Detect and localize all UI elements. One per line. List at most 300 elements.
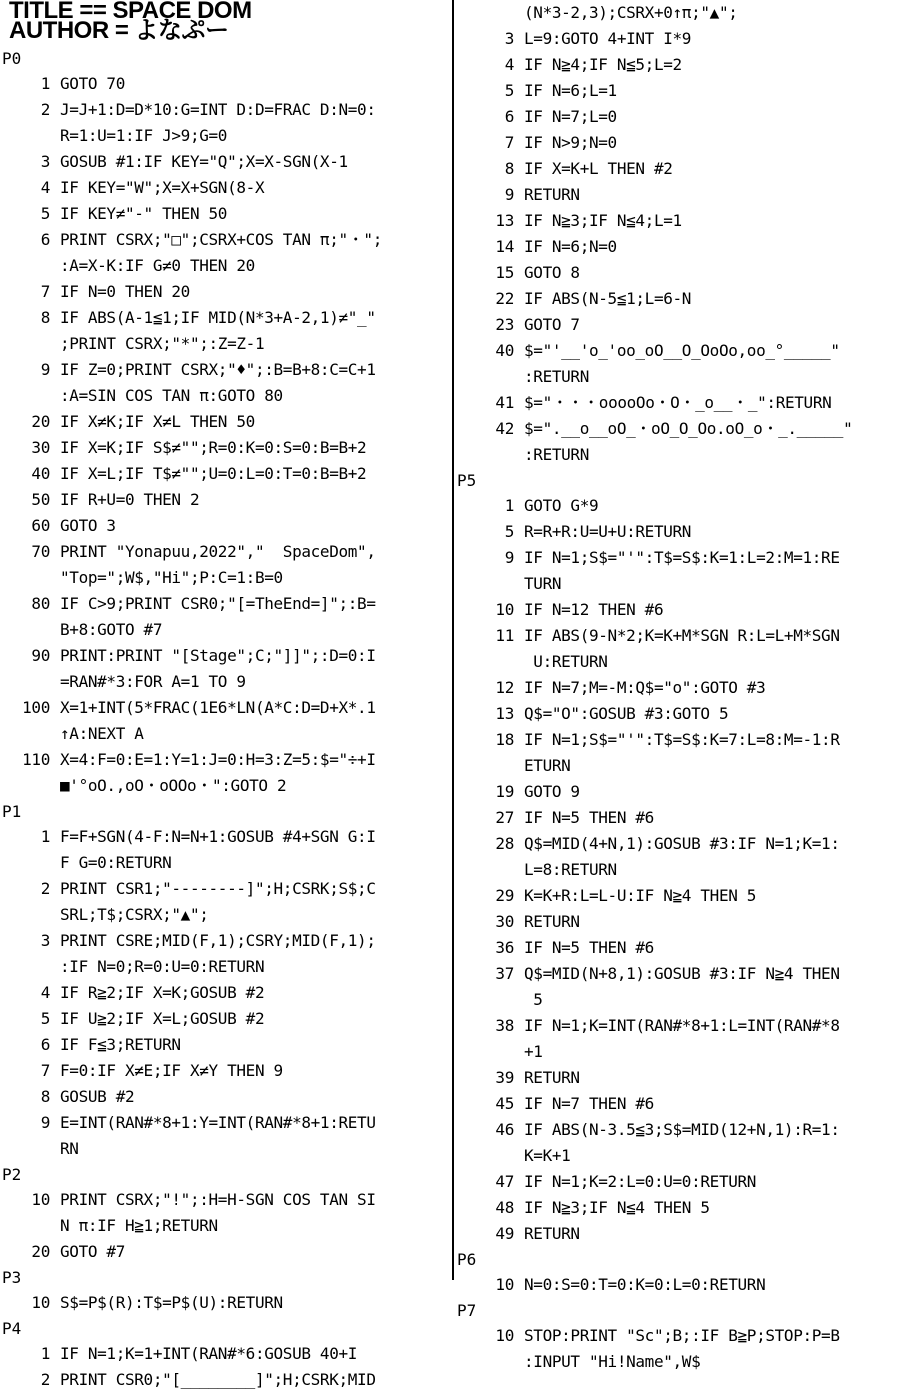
line-number: 80	[31, 594, 50, 613]
code-statement	[455, 234, 909, 260]
line-number: 1	[40, 74, 50, 93]
program-area-label: P4	[2, 1319, 22, 1338]
code-line	[504, 78, 909, 104]
code-line	[40, 71, 452, 97]
code-text: PRINT CSRE;MID(F,1);CSRY;MID(F,1);	[60, 931, 376, 950]
code-line	[40, 97, 452, 123]
code-line	[495, 260, 909, 286]
code-statement	[455, 1221, 909, 1247]
code-line	[495, 1195, 909, 1221]
line-number: 1	[40, 1344, 50, 1363]
code-text: IF N=1;K=1+INT(RAN#*6:GOSUB 40+I	[60, 1344, 358, 1363]
code-statement	[0, 279, 452, 305]
code-text: IF N=1;K=2:L=0:U=0:RETURN	[524, 1172, 757, 1191]
code-text: IF X=K;IF S$≠"";R=0:K=0:S=0:B=B+2	[60, 438, 367, 457]
code-text: IF N=7;L=0	[524, 107, 617, 126]
code-text: IF R≧2;IF X=K;GOSUB #2	[60, 983, 265, 1002]
code-line	[495, 935, 909, 961]
code-statement	[0, 1341, 452, 1367]
code-line-continuation	[524, 753, 909, 779]
code-line-continuation	[60, 954, 452, 980]
code-statement	[455, 260, 909, 286]
code-statement	[455, 182, 909, 208]
code-line-continuation	[60, 123, 452, 149]
code-statement	[0, 487, 452, 513]
code-line	[31, 461, 452, 487]
listing-author: AUTHOR = よなぷー	[9, 17, 229, 44]
line-number: 36	[495, 938, 514, 957]
code-statement	[455, 130, 909, 156]
code-line	[504, 130, 909, 156]
code-text: U:RETURN	[524, 652, 608, 671]
line-number: 10	[31, 1190, 50, 1209]
code-text: GOTO 70	[60, 74, 125, 93]
code-statement	[0, 539, 452, 591]
code-statement	[455, 1117, 909, 1169]
line-number: 3	[40, 931, 50, 950]
code-statement	[455, 1065, 909, 1091]
code-statement	[455, 493, 909, 519]
code-text: IF Z=0;PRINT CSRX;"♦";:B=B+8:C=C+1	[60, 360, 376, 379]
code-line	[495, 961, 909, 987]
code-text: Q$="O":GOSUB #3:GOTO 5	[524, 704, 729, 723]
code-line-continuation	[60, 773, 452, 799]
line-number: 29	[495, 886, 514, 905]
code-statement	[0, 513, 452, 539]
code-text: :RETURN	[524, 445, 589, 464]
code-statement	[455, 78, 909, 104]
code-line	[31, 539, 452, 565]
code-line-continuation	[524, 364, 909, 390]
program-area-label: P3	[2, 1268, 22, 1287]
code-statement	[455, 390, 909, 416]
code-text: RETURN	[524, 1068, 580, 1087]
code-statement	[455, 1272, 909, 1298]
column-divider	[452, 0, 454, 1280]
line-number: 5	[504, 522, 514, 541]
code-line	[495, 312, 909, 338]
line-number: 4	[40, 983, 50, 1002]
code-text: X=1+INT(5*FRAC(1E6*LN(A*C:D=D+X*.1	[60, 698, 376, 717]
line-number: 4	[40, 178, 50, 197]
code-statement	[455, 935, 909, 961]
code-text: IF KEY≠"-" THEN 50	[60, 204, 228, 223]
line-number: 7	[40, 1061, 50, 1080]
code-line	[495, 1323, 909, 1349]
code-line	[495, 1221, 909, 1247]
code-statement	[455, 727, 909, 779]
code-statement	[455, 779, 909, 805]
line-number: 5	[40, 204, 50, 223]
code-statement	[455, 156, 909, 182]
code-line-continuation	[60, 669, 452, 695]
code-line-continuation	[60, 565, 452, 591]
line-number: 46	[495, 1120, 514, 1139]
code-line	[495, 909, 909, 935]
code-line	[40, 279, 452, 305]
code-text: PRINT CSR0;"[________]";H;CSRK;MID	[60, 1370, 376, 1389]
code-line	[40, 357, 452, 383]
code-line	[31, 1187, 452, 1213]
code-text: IF ABS(N-3.5≦3;S$=MID(12+N,1):R=1:	[524, 1120, 840, 1139]
code-statement	[455, 26, 909, 52]
code-text: :IF N=0;R=0:U=0:RETURN	[60, 957, 265, 976]
code-statement	[0, 435, 452, 461]
code-text: L=9:GOTO 4+INT I*9	[524, 29, 692, 48]
code-text: IF N≧3;IF N≦4 THEN 5	[524, 1198, 710, 1217]
code-text: IF C>9;PRINT CSR0;"[=TheEnd=]";:B=	[60, 594, 376, 613]
line-number: 2	[40, 879, 50, 898]
code-text: IF X=K+L THEN #2	[524, 159, 673, 178]
code-statement	[0, 305, 452, 357]
code-line	[40, 305, 452, 331]
code-line-continuation	[60, 1136, 452, 1162]
right-column	[455, 0, 909, 1375]
line-number: 4	[504, 55, 514, 74]
code-line	[40, 876, 452, 902]
code-statement	[0, 71, 452, 97]
code-statement	[0, 97, 452, 149]
line-number: 5	[40, 1009, 50, 1028]
code-text: N=0:S=0:T=0:K=0:L=0:RETURN	[524, 1275, 766, 1294]
code-statement	[455, 883, 909, 909]
code-text: IF R+U=0 THEN 2	[60, 490, 200, 509]
right-listing	[455, 0, 909, 1375]
code-line-continuation	[60, 331, 452, 357]
code-text: R=1:U=1:IF J>9;G=0	[60, 126, 228, 145]
code-line	[504, 545, 909, 571]
line-number: 9	[40, 1113, 50, 1132]
code-line-continuation	[524, 442, 909, 468]
code-line	[495, 675, 909, 701]
code-text: RETURN	[524, 185, 580, 204]
code-line	[495, 597, 909, 623]
line-number: 10	[495, 600, 514, 619]
line-number: 7	[504, 133, 514, 152]
line-number: 41	[495, 393, 514, 412]
code-text: L=8:RETURN	[524, 860, 617, 879]
code-line-continuation	[524, 0, 909, 26]
code-line	[31, 591, 452, 617]
code-line-continuation	[60, 253, 452, 279]
code-text: ↑A:NEXT A	[60, 724, 144, 743]
code-line	[40, 1006, 452, 1032]
code-line-continuation	[60, 617, 452, 643]
code-text: GOSUB #2	[60, 1087, 135, 1106]
code-statement	[455, 701, 909, 727]
code-line	[495, 286, 909, 312]
code-statement	[0, 461, 452, 487]
line-number: 13	[495, 211, 514, 230]
code-line-continuation	[524, 857, 909, 883]
code-text: IF N=1;S$="'":T$=S$:K=7:L=8:M=-1:R	[524, 730, 840, 749]
code-text: RETURN	[524, 1224, 580, 1243]
line-number: 37	[495, 964, 514, 983]
code-text: =RAN#*3:FOR A=1 TO 9	[60, 672, 246, 691]
code-line	[495, 779, 909, 805]
code-statement	[0, 1110, 452, 1162]
code-text: F=F+SGN(4-F:N=N+1:GOSUB #4+SGN G:I	[60, 827, 376, 846]
code-statement	[0, 409, 452, 435]
code-text: IF ABS(N-5≦1;L=6-N	[524, 289, 692, 308]
code-line	[495, 883, 909, 909]
code-line	[495, 234, 909, 260]
code-text: B+8:GOTO #7	[60, 620, 163, 639]
line-number: 28	[495, 834, 514, 853]
code-text: F G=0:RETURN	[60, 853, 172, 872]
code-text: ;PRINT CSRX;"*";:Z=Z-1	[60, 334, 265, 353]
program-area-label: P0	[2, 49, 22, 68]
line-number: 27	[495, 808, 514, 827]
line-number: 1	[504, 496, 514, 515]
code-statement	[0, 747, 452, 799]
program-area-label: P2	[2, 1165, 22, 1184]
code-line	[495, 338, 909, 364]
code-text: IF ABS(9-N*2;K=K+M*SGN R:L=L+M*SGN	[524, 626, 840, 645]
line-number: 14	[495, 237, 514, 256]
code-statement	[455, 1169, 909, 1195]
code-text: N π:IF H≧1;RETURN	[60, 1216, 218, 1235]
code-statement	[455, 208, 909, 234]
code-line	[22, 695, 452, 721]
code-statement	[0, 1367, 452, 1393]
line-number: 11	[495, 626, 514, 645]
code-text: GOTO 3	[60, 516, 116, 535]
line-number: 9	[504, 548, 514, 567]
code-statement	[455, 1323, 909, 1375]
code-statement	[455, 597, 909, 623]
code-text: PRINT CSR1;"--------]";H;CSRK;S$;C	[60, 879, 376, 898]
program-area-label: P7	[457, 1301, 477, 1320]
code-statement	[0, 928, 452, 980]
code-line-continuation	[524, 649, 909, 675]
code-statement	[0, 1084, 452, 1110]
code-text: 5	[524, 990, 543, 1009]
code-text: PRINT:PRINT "[Stage";C;"]]";:D=0:I	[60, 646, 376, 665]
code-text: ■'°oO.,oO・oOOo・":GOTO 2	[60, 776, 287, 795]
code-text: IF N=12 THEN #6	[524, 600, 664, 619]
code-statement	[0, 1006, 452, 1032]
line-number: 13	[495, 704, 514, 723]
line-number: 40	[31, 464, 50, 483]
code-text: (N*3-2,3);CSRX+0↑π;"▲";	[524, 3, 738, 22]
line-number: 19	[495, 782, 514, 801]
code-statement	[455, 909, 909, 935]
code-text: "Top=";W$,"Hi";P:C=1:B=0	[60, 568, 283, 587]
code-text: :A=SIN COS TAN π:GOTO 80	[60, 386, 283, 405]
code-text: PRINT CSRX;"□";CSRX+COS TAN π;"・";	[60, 230, 382, 249]
code-text: IF X≠K;IF X≠L THEN 50	[60, 412, 255, 431]
code-text: $=".__o__oO_・oO_O_Oo.oO_o・_._____"	[524, 419, 853, 438]
code-line	[495, 831, 909, 857]
code-text: $="・・・ooooOo・O・_o__・_":RETURN	[524, 393, 832, 412]
code-statement	[455, 0, 909, 26]
code-text: K=K+1	[524, 1146, 571, 1165]
program-area-label: P6	[457, 1250, 477, 1269]
code-line	[40, 1110, 452, 1136]
code-line	[495, 805, 909, 831]
code-text: IF N=1;S$="'":T$=S$:K=1:L=2:M=1:RE	[524, 548, 840, 567]
line-number: 90	[31, 646, 50, 665]
line-number: 42	[495, 419, 514, 438]
code-statement	[455, 312, 909, 338]
code-line	[40, 227, 452, 253]
code-statement	[455, 961, 909, 1013]
line-number: 2	[40, 1370, 50, 1389]
code-text: R=R+R:U=U+U:RETURN	[524, 522, 692, 541]
code-statement	[455, 416, 909, 468]
line-number: 12	[495, 678, 514, 697]
code-line	[40, 824, 452, 850]
line-number: 15	[495, 263, 514, 282]
code-text: GOSUB #1:IF KEY="Q";X=X-SGN(X-1	[60, 152, 348, 171]
code-text: IF N=6;N=0	[524, 237, 617, 256]
code-line	[31, 513, 452, 539]
line-number: 1	[40, 827, 50, 846]
code-line	[504, 156, 909, 182]
code-line	[40, 1032, 452, 1058]
code-line	[31, 1239, 452, 1265]
code-statement	[0, 824, 452, 876]
code-text: Q$=MID(4+N,1):GOSUB #3:IF N=1;K=1:	[524, 834, 840, 853]
code-text: IF U≧2;IF X=L;GOSUB #2	[60, 1009, 265, 1028]
line-number: 50	[31, 490, 50, 509]
code-line	[495, 1013, 909, 1039]
code-text: +1	[524, 1042, 543, 1061]
code-text: GOTO 8	[524, 263, 580, 282]
code-statement	[0, 357, 452, 409]
code-text: :RETURN	[524, 367, 589, 386]
code-line-continuation	[60, 1213, 452, 1239]
line-number: 3	[40, 152, 50, 171]
code-line-continuation	[524, 1039, 909, 1065]
code-line	[40, 175, 452, 201]
listing-title: TITLE == SPACE DOM	[9, 0, 252, 24]
line-number: 70	[31, 542, 50, 561]
code-statement	[0, 227, 452, 279]
program-area-label: P1	[2, 802, 22, 821]
line-number: 60	[31, 516, 50, 535]
code-statement	[0, 876, 452, 928]
line-number: 18	[495, 730, 514, 749]
code-statement	[0, 1187, 452, 1239]
code-text: STOP:PRINT "Sc";B;:IF B≧P;STOP:P=B	[524, 1326, 840, 1345]
line-number: 9	[504, 185, 514, 204]
code-statement	[0, 591, 452, 643]
code-statement	[455, 1195, 909, 1221]
code-line	[31, 643, 452, 669]
code-line	[495, 1091, 909, 1117]
code-text: :INPUT "Hi!Name",W$	[524, 1352, 701, 1371]
code-line	[495, 416, 909, 442]
line-number: 8	[40, 1087, 50, 1106]
line-number: 22	[495, 289, 514, 308]
code-text: X=4:F=0:E=1:Y=1:J=0:H=3:Z=5:$="÷+I	[60, 750, 376, 769]
code-text: S$=P$(R):T$=P$(U):RETURN	[60, 1293, 283, 1312]
left-listing	[0, 46, 452, 1393]
code-text: :A=X-K:IF G≠0 THEN 20	[60, 256, 255, 275]
line-number: 9	[40, 360, 50, 379]
code-line	[504, 493, 909, 519]
line-number: 10	[31, 1293, 50, 1312]
code-line	[31, 435, 452, 461]
code-text: IF F≦3;RETURN	[60, 1035, 181, 1054]
code-line-continuation	[524, 571, 909, 597]
code-text: IF N=1;K=INT(RAN#*8+1:L=INT(RAN#*8	[524, 1016, 840, 1035]
code-line	[31, 1290, 452, 1316]
code-line	[495, 1169, 909, 1195]
line-number: 100	[22, 698, 50, 717]
code-line	[495, 701, 909, 727]
code-statement	[455, 831, 909, 883]
line-number: 3	[504, 29, 514, 48]
code-text: PRINT "Yonapuu,2022"," SpaceDom",	[60, 542, 376, 561]
line-number: 20	[31, 412, 50, 431]
code-text: GOTO 9	[524, 782, 580, 801]
code-text: IF KEY="W";X=X+SGN(8-X	[60, 178, 265, 197]
code-line	[40, 1367, 452, 1393]
code-text: IF N>9;N=0	[524, 133, 617, 152]
code-statement	[0, 1239, 452, 1265]
code-line	[40, 980, 452, 1006]
code-statement	[455, 519, 909, 545]
code-statement	[455, 545, 909, 597]
code-line-continuation	[60, 902, 452, 928]
code-line-continuation	[60, 721, 452, 747]
code-line	[504, 182, 909, 208]
code-line	[40, 1084, 452, 1110]
code-line	[495, 1272, 909, 1298]
code-text: IF N=5 THEN #6	[524, 938, 654, 957]
line-number: 30	[495, 912, 514, 931]
code-text: IF N=7 THEN #6	[524, 1094, 654, 1113]
code-line-continuation	[524, 1143, 909, 1169]
line-number: 7	[40, 282, 50, 301]
code-statement	[0, 201, 452, 227]
code-line-continuation	[60, 850, 452, 876]
code-line	[495, 1065, 909, 1091]
code-text: PRINT CSRX;"!";:H=H-SGN COS TAN SI	[60, 1190, 376, 1209]
code-statement	[0, 175, 452, 201]
line-number: 40	[495, 341, 514, 360]
code-line	[495, 1117, 909, 1143]
code-text: IF ABS(A-1≦1;IF MID(N*3+A-2,1)≠"_"	[60, 308, 376, 327]
code-statement	[455, 805, 909, 831]
code-text: $="'__'o_'oo_oO__O_OoOo,oo_°_____"	[524, 341, 840, 360]
line-number: 8	[504, 159, 514, 178]
line-number: 6	[40, 230, 50, 249]
code-statement	[455, 286, 909, 312]
code-text: F=0:IF X≠E;IF X≠Y THEN 9	[60, 1061, 283, 1080]
code-text: RN	[60, 1139, 79, 1158]
code-statement	[0, 643, 452, 695]
code-line-continuation	[524, 987, 909, 1013]
code-statement	[455, 1091, 909, 1117]
code-statement	[0, 1032, 452, 1058]
code-text: IF N=5 THEN #6	[524, 808, 654, 827]
line-number: 48	[495, 1198, 514, 1217]
code-line	[495, 727, 909, 753]
line-number: 20	[31, 1242, 50, 1261]
code-line-continuation	[524, 1349, 909, 1375]
line-number: 2	[40, 100, 50, 119]
code-line	[40, 1058, 452, 1084]
code-text: ETURN	[524, 756, 571, 775]
code-line	[40, 1341, 452, 1367]
code-statement	[455, 1013, 909, 1065]
code-line	[495, 208, 909, 234]
code-line	[495, 390, 909, 416]
